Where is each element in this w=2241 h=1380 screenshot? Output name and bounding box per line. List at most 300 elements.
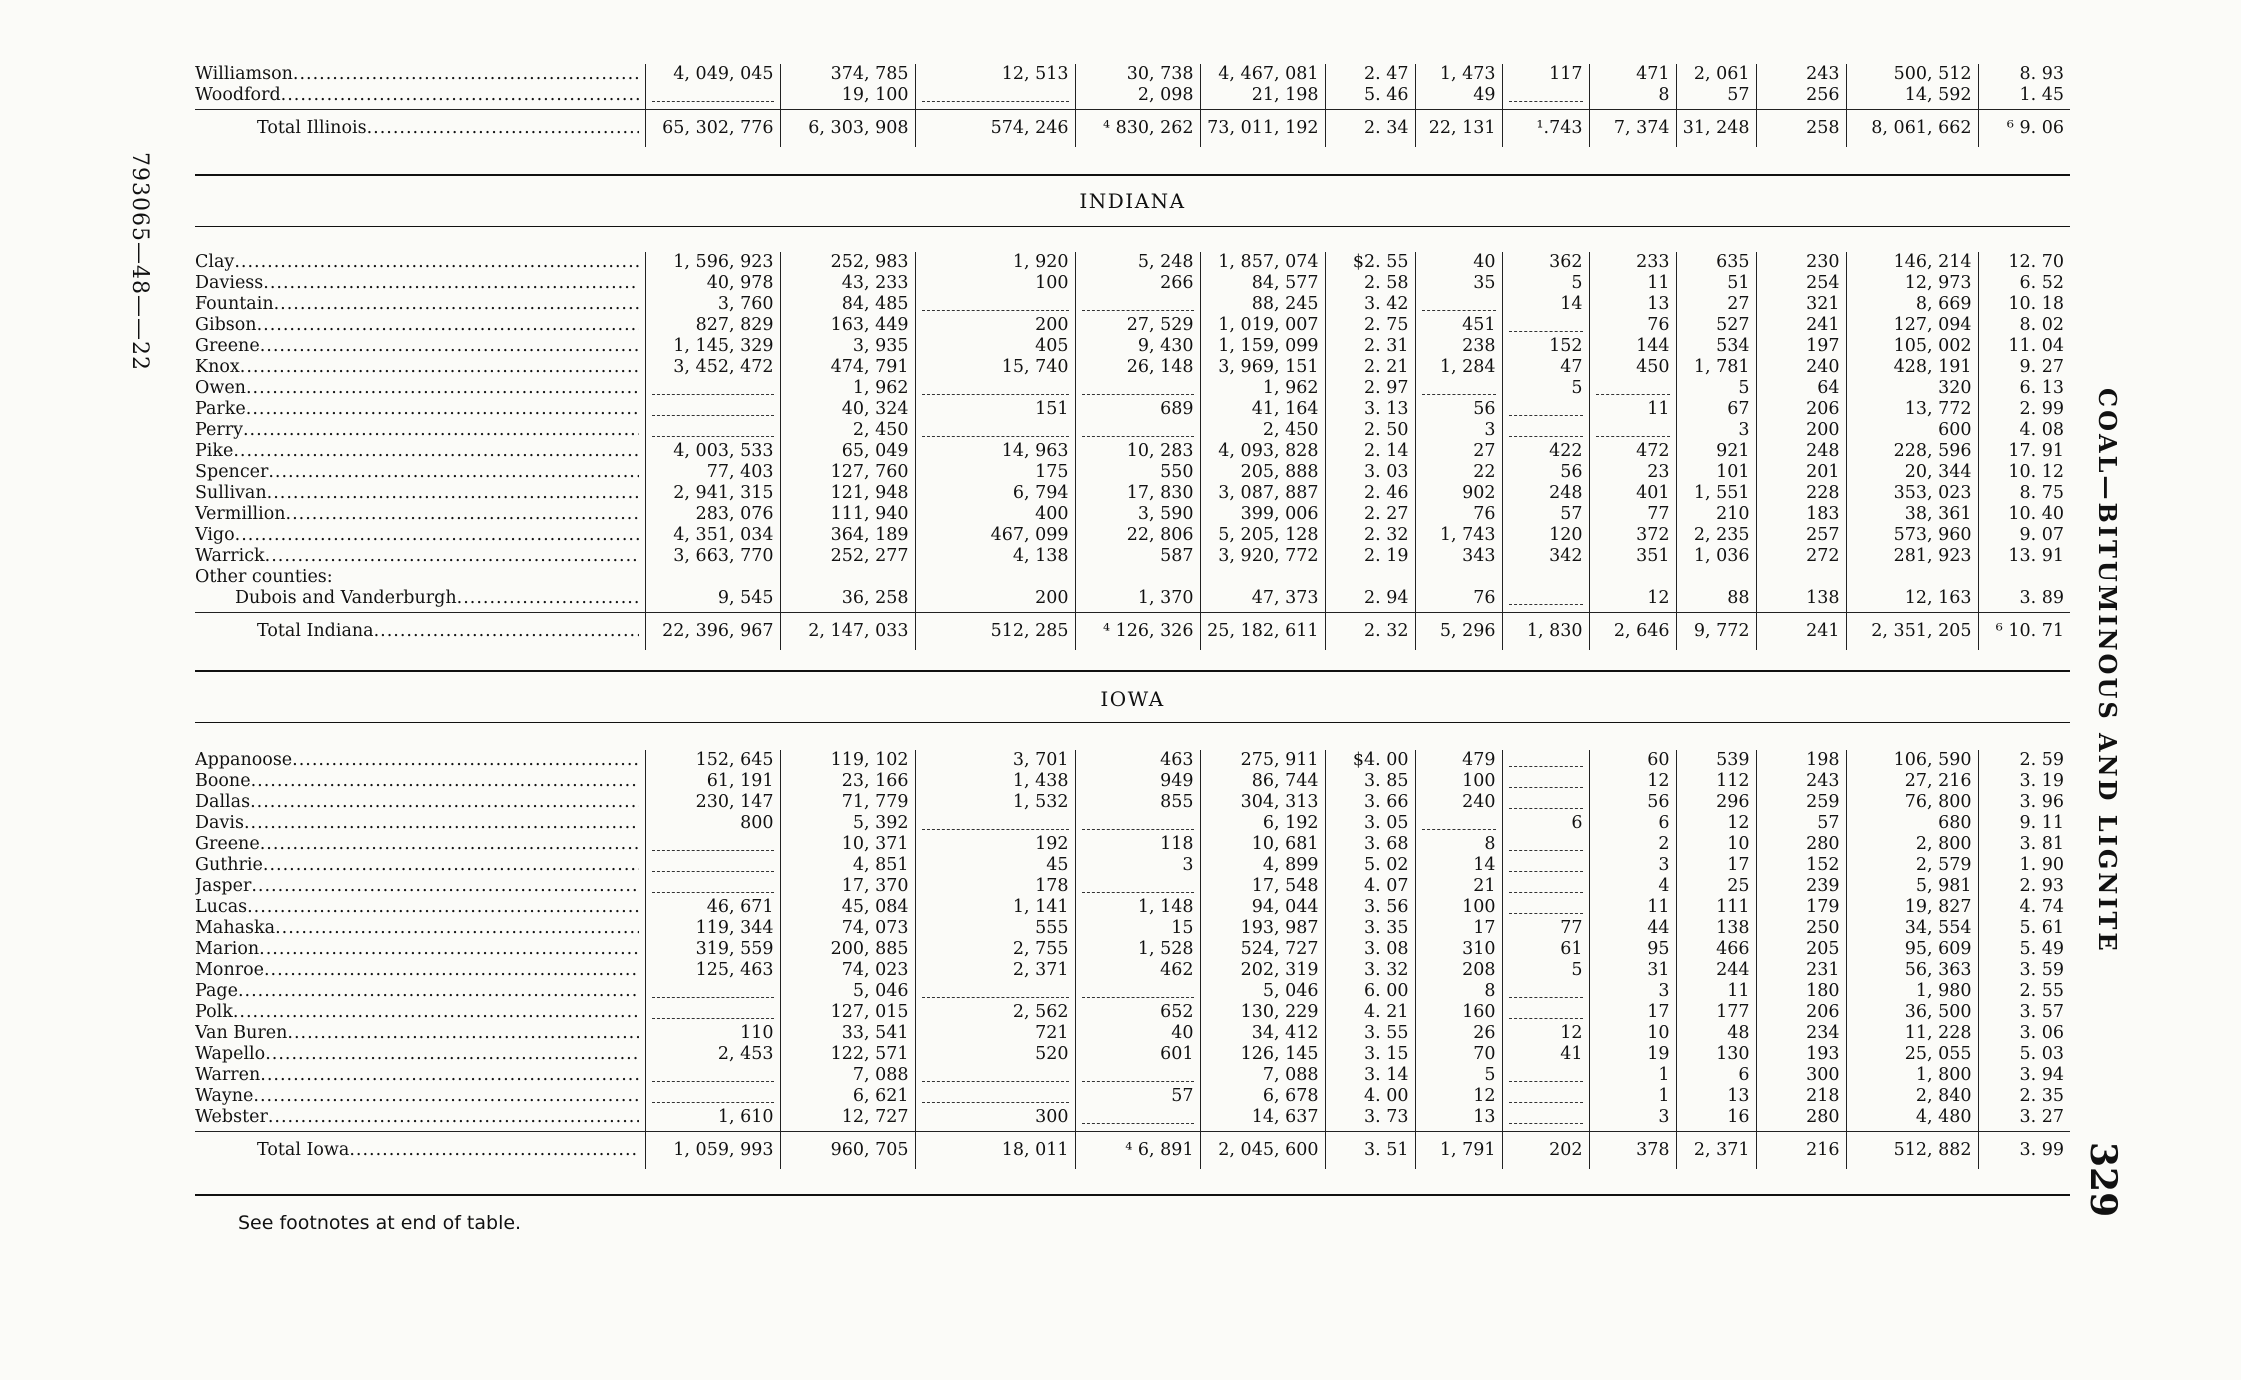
table-cell — [915, 981, 1075, 1002]
table-row — [195, 960, 2070, 981]
table-cell — [915, 1086, 1075, 1107]
table-cell: 56 — [1589, 792, 1676, 813]
table-cell: 6 — [1676, 1065, 1756, 1086]
table-cell: 5 — [1676, 378, 1756, 399]
table-cell: 17 — [1415, 918, 1502, 939]
table-cell: 178 — [915, 876, 1075, 897]
table-cell: 45, 084 — [780, 897, 915, 918]
table-cell: 77, 403 — [645, 462, 780, 483]
section-rule — [195, 1194, 2070, 1196]
table-cell: 40, 978 — [645, 273, 780, 294]
table-cell: 5, 248 — [1075, 252, 1200, 273]
table-cell — [1502, 1107, 1589, 1128]
county-name: Polk — [195, 1002, 233, 1022]
table-cell: 5. 03 — [2019, 1044, 2064, 1064]
table-cell: 119, 344 — [645, 918, 780, 939]
table-cell: 8, 061, 662 — [1846, 110, 1978, 148]
table-cell: 64 — [1756, 378, 1846, 399]
section-rule — [195, 226, 2070, 227]
table-cell: 36, 258 — [780, 588, 915, 609]
table-cell: 67 — [1676, 399, 1756, 420]
table-cell: 76 — [1415, 504, 1502, 525]
table-cell: 5, 296 — [1415, 613, 1502, 651]
county-name: Lucas — [195, 897, 248, 917]
table-cell: ⁴ 830, 262 — [1075, 110, 1200, 148]
table-cell: 3. 89 — [2019, 588, 2064, 608]
table-cell: 3. 56 — [1325, 897, 1415, 918]
table-cell: 1 — [1589, 1086, 1676, 1107]
table-cell: 10, 681 — [1200, 834, 1325, 855]
county-name: Gibson — [195, 315, 257, 335]
section-rule — [195, 174, 2070, 176]
table-cell: 198 — [1756, 750, 1846, 771]
table-cell: 3. 81 — [2019, 834, 2064, 854]
table-cell: 8 — [1589, 85, 1676, 106]
table-cell: 2. 50 — [1325, 420, 1415, 441]
county-name: Vermillion — [195, 504, 286, 524]
table-cell: 10. 12 — [2008, 462, 2064, 482]
table-cell: 228, 596 — [1846, 441, 1978, 462]
table-row — [195, 399, 2070, 420]
table-cell: 5, 392 — [780, 813, 915, 834]
table-cell: ⁶ 9. 06 — [2006, 118, 2064, 138]
table-row — [195, 1023, 2070, 1044]
table-cell: 3. 66 — [1325, 792, 1415, 813]
illinois-table — [195, 64, 2070, 147]
table-cell: 555 — [915, 918, 1075, 939]
table-cell: 13, 772 — [1846, 399, 1978, 420]
table-cell: 5, 046 — [1200, 981, 1325, 1002]
table-cell: 2, 646 — [1589, 613, 1676, 651]
table-cell: 17, 548 — [1200, 876, 1325, 897]
table-cell — [645, 399, 780, 420]
table-cell: 210 — [1676, 504, 1756, 525]
table-cell: 283, 076 — [645, 504, 780, 525]
table-cell: 2. 21 — [1325, 357, 1415, 378]
table-cell: 1. 45 — [2019, 85, 2064, 105]
table-cell: 117 — [1502, 64, 1589, 85]
table-cell: 11. 04 — [2008, 336, 2064, 356]
table-cell: 1, 284 — [1415, 357, 1502, 378]
table-row — [195, 315, 2070, 336]
table-cell: 4, 467, 081 — [1200, 64, 1325, 85]
county-name: Owen — [195, 378, 246, 398]
table-cell: 4, 351, 034 — [645, 525, 780, 546]
table-row — [195, 252, 2070, 273]
table-cell: 1, 145, 329 — [645, 336, 780, 357]
table-cell: 4, 480 — [1846, 1107, 1978, 1128]
iowa-table — [195, 750, 2070, 1169]
table-cell: 56 — [1502, 462, 1589, 483]
table-cell: 10 — [1589, 1023, 1676, 1044]
table-cell: 43, 233 — [780, 273, 915, 294]
table-cell: 14 — [1502, 294, 1589, 315]
table-cell: 248 — [1756, 441, 1846, 462]
county-name: Jasper — [195, 876, 252, 896]
table-cell: 466 — [1676, 939, 1756, 960]
table-row — [195, 64, 2070, 85]
table-cell: 47, 373 — [1200, 588, 1325, 609]
table-cell: 152 — [1502, 336, 1589, 357]
table-cell — [645, 378, 780, 399]
table-cell: 3, 590 — [1075, 504, 1200, 525]
table-cell: 44 — [1589, 918, 1676, 939]
table-cell: 252, 277 — [780, 546, 915, 567]
table-cell: 26 — [1415, 1023, 1502, 1044]
table-cell: 800 — [645, 813, 780, 834]
table-cell: 520 — [915, 1044, 1075, 1065]
table-cell: 4, 049, 045 — [645, 64, 780, 85]
table-row — [195, 613, 2070, 651]
table-cell: 689 — [1075, 399, 1200, 420]
county-name: Knox — [195, 357, 240, 377]
table-cell: 3, 935 — [780, 336, 915, 357]
table-cell: 2, 562 — [915, 1002, 1075, 1023]
table-cell: 3 — [1415, 420, 1502, 441]
table-cell: 3, 087, 887 — [1200, 483, 1325, 504]
table-cell: 3, 663, 770 — [645, 546, 780, 567]
table-cell: 127, 760 — [780, 462, 915, 483]
table-cell: 7, 088 — [780, 1065, 915, 1086]
table-cell: 146, 214 — [1846, 252, 1978, 273]
table-cell — [1589, 420, 1676, 441]
table-cell: 3. 85 — [1325, 771, 1415, 792]
table-cell: 33, 541 — [780, 1023, 915, 1044]
table-cell: 280 — [1756, 834, 1846, 855]
table-cell: 2, 045, 600 — [1200, 1132, 1325, 1170]
table-row — [195, 294, 2070, 315]
table-cell — [1502, 792, 1589, 813]
table-cell — [1415, 294, 1502, 315]
table-cell: 1 — [1589, 1065, 1676, 1086]
table-cell: 827, 829 — [645, 315, 780, 336]
table-cell: 57 — [1676, 85, 1756, 106]
table-row — [195, 110, 2070, 148]
table-cell: 130 — [1676, 1044, 1756, 1065]
table-cell: 230 — [1756, 252, 1846, 273]
table-cell: 127, 094 — [1846, 315, 1978, 336]
table-cell: 652 — [1075, 1002, 1200, 1023]
table-cell: 218 — [1756, 1086, 1846, 1107]
table-cell: 119, 102 — [780, 750, 915, 771]
table-cell: 3, 760 — [645, 294, 780, 315]
table-cell: 3. 14 — [1325, 1065, 1415, 1086]
table-cell: 86, 744 — [1200, 771, 1325, 792]
table-cell: 40 — [1075, 1023, 1200, 1044]
table-cell: 960, 705 — [780, 1132, 915, 1170]
table-cell — [645, 834, 780, 855]
table-cell: 5. 61 — [2019, 918, 2064, 938]
table-cell: 41, 164 — [1200, 399, 1325, 420]
county-name: Dubois and Vanderburgh — [235, 588, 457, 608]
table-cell: 3. 42 — [1325, 294, 1415, 315]
table-cell: 1, 159, 099 — [1200, 336, 1325, 357]
table-cell: 106, 590 — [1846, 750, 1978, 771]
table-cell: 5 — [1502, 273, 1589, 294]
table-cell — [1502, 1065, 1589, 1086]
table-cell — [1075, 420, 1200, 441]
table-cell: 205 — [1756, 939, 1846, 960]
table-cell: 471 — [1589, 64, 1676, 85]
table-cell: 12 — [1589, 771, 1676, 792]
table-cell — [645, 981, 780, 1002]
table-cell: 250 — [1756, 918, 1846, 939]
county-name: Boone — [195, 771, 251, 791]
table-cell: 13. 91 — [2008, 546, 2064, 566]
table-cell: 5, 205, 128 — [1200, 525, 1325, 546]
table-cell: ⁴ 126, 326 — [1075, 613, 1200, 651]
table-cell — [915, 420, 1075, 441]
table-cell: 239 — [1756, 876, 1846, 897]
table-cell: 10. 18 — [2008, 294, 2064, 314]
table-cell: 205, 888 — [1200, 462, 1325, 483]
table-row — [195, 939, 2070, 960]
table-cell: 27, 216 — [1846, 771, 1978, 792]
table-cell — [1502, 771, 1589, 792]
table-cell: 243 — [1756, 771, 1846, 792]
table-cell: 230, 147 — [645, 792, 780, 813]
table-cell: 118 — [1075, 834, 1200, 855]
table-cell: 4. 21 — [1325, 1002, 1415, 1023]
page-margin-code: 793065—48——22 — [127, 152, 152, 371]
table-cell: 126, 145 — [1200, 1044, 1325, 1065]
group-label: Other counties: — [195, 567, 645, 588]
table-cell: 2. 93 — [2019, 876, 2064, 896]
table-cell: 7, 374 — [1589, 110, 1676, 148]
table-cell: 534 — [1676, 336, 1756, 357]
table-cell — [1502, 315, 1589, 336]
table-cell: 10, 283 — [1075, 441, 1200, 462]
table-cell: 25 — [1676, 876, 1756, 897]
county-name: Van Buren — [195, 1023, 288, 1043]
table-cell — [645, 1086, 780, 1107]
table-cell: 5. 02 — [1325, 855, 1415, 876]
table-row — [195, 1044, 2070, 1065]
table-cell — [1502, 1086, 1589, 1107]
county-name: Fountain — [195, 294, 274, 314]
table-row — [195, 504, 2070, 525]
table-cell: 635 — [1676, 252, 1756, 273]
table-cell: 527 — [1676, 315, 1756, 336]
county-name: Warrick — [195, 546, 265, 566]
table-cell: ¹.743 — [1502, 110, 1589, 148]
table-cell: 14, 637 — [1200, 1107, 1325, 1128]
table-cell: 248 — [1502, 483, 1589, 504]
table-cell — [1075, 981, 1200, 1002]
table-cell: 26, 148 — [1075, 357, 1200, 378]
table-cell: 3. 08 — [1325, 939, 1415, 960]
table-cell: 512, 882 — [1846, 1132, 1978, 1170]
table-cell: 22 — [1415, 462, 1502, 483]
table-cell: 2 — [1589, 834, 1676, 855]
table-cell: 15, 740 — [915, 357, 1075, 378]
table-cell: 3. 15 — [1325, 1044, 1415, 1065]
table-cell: 6, 192 — [1200, 813, 1325, 834]
table-cell: 74, 023 — [780, 960, 915, 981]
table-cell: 3. 96 — [2019, 792, 2064, 812]
table-cell — [1502, 750, 1589, 771]
table-cell: 2. 58 — [1325, 273, 1415, 294]
table-cell: 11 — [1676, 981, 1756, 1002]
table-cell — [1075, 294, 1200, 315]
table-cell — [1075, 813, 1200, 834]
table-cell: 6, 621 — [780, 1086, 915, 1107]
table-cell: 21, 198 — [1200, 85, 1325, 106]
table-cell: 183 — [1756, 504, 1846, 525]
county-name: Parke — [195, 399, 246, 419]
table-cell: 319, 559 — [645, 939, 780, 960]
table-cell — [645, 420, 780, 441]
table-cell: 10 — [1676, 834, 1756, 855]
table-cell: 9. 27 — [2019, 357, 2064, 377]
table-cell: 1, 532 — [915, 792, 1075, 813]
table-cell: 3. 06 — [2019, 1023, 2064, 1043]
footnote: See footnotes at end of table. — [238, 1212, 522, 1234]
county-name: Wapello — [195, 1044, 266, 1064]
table-cell: 321 — [1756, 294, 1846, 315]
county-name: Monroe — [195, 960, 264, 980]
table-cell: 600 — [1846, 420, 1978, 441]
table-cell: 31 — [1589, 960, 1676, 981]
table-cell: 216 — [1756, 1132, 1846, 1170]
table-cell: 1, 743 — [1415, 525, 1502, 546]
table-cell — [1502, 981, 1589, 1002]
table-cell: 233 — [1589, 252, 1676, 273]
table-cell: 12, 163 — [1846, 588, 1978, 609]
table-cell: 280 — [1756, 1107, 1846, 1128]
table-cell: 12 — [1415, 1086, 1502, 1107]
table-cell: 7, 088 — [1200, 1065, 1325, 1086]
table-cell: 70 — [1415, 1044, 1502, 1065]
table-row — [195, 792, 2070, 813]
table-cell: 6, 678 — [1200, 1086, 1325, 1107]
table-cell: 76 — [1589, 315, 1676, 336]
table-cell: 9. 11 — [2019, 813, 2064, 833]
table-cell: 38, 361 — [1846, 504, 1978, 525]
table-cell: 144 — [1589, 336, 1676, 357]
table-row — [195, 483, 2070, 504]
table-cell: 2. 32 — [1325, 525, 1415, 546]
table-cell — [1502, 876, 1589, 897]
table-cell: 208 — [1415, 960, 1502, 981]
table-cell: 34, 412 — [1200, 1023, 1325, 1044]
table-cell: 6. 52 — [2019, 273, 2064, 293]
table-cell: 57 — [1075, 1086, 1200, 1107]
table-cell: 364, 189 — [780, 525, 915, 546]
table-cell: 2. 31 — [1325, 336, 1415, 357]
table-cell: 1, 980 — [1846, 981, 1978, 1002]
table-cell: 275, 911 — [1200, 750, 1325, 771]
table-cell: 1, 370 — [1075, 588, 1200, 609]
table-cell: 41 — [1502, 1044, 1589, 1065]
county-name: Vigo — [195, 525, 235, 545]
county-name: Greene — [195, 336, 260, 356]
table-cell: 256 — [1756, 85, 1846, 106]
county-name: Clay — [195, 252, 235, 272]
table-cell: 257 — [1756, 525, 1846, 546]
table-cell — [645, 855, 780, 876]
table-cell: 539 — [1676, 750, 1756, 771]
table-cell: 111 — [1676, 897, 1756, 918]
table-cell: 902 — [1415, 483, 1502, 504]
table-cell: 13 — [1676, 1086, 1756, 1107]
table-cell: 3. 99 — [2019, 1140, 2064, 1160]
table-cell: 16 — [1676, 1107, 1756, 1128]
table-cell: 3. 19 — [2019, 771, 2064, 791]
table-cell — [1502, 399, 1589, 420]
table-cell: 3. 03 — [1325, 462, 1415, 483]
table-cell: 374, 785 — [780, 64, 915, 85]
table-cell: 238 — [1415, 336, 1502, 357]
table-cell: 1, 791 — [1415, 1132, 1502, 1170]
table-cell: 12, 513 — [915, 64, 1075, 85]
table-cell — [915, 85, 1075, 106]
table-cell: 9, 772 — [1676, 613, 1756, 651]
table-cell: 48 — [1676, 1023, 1756, 1044]
table-row — [195, 1065, 2070, 1086]
iowa-title: IOWA — [1100, 687, 1165, 711]
table-cell: 179 — [1756, 897, 1846, 918]
table-cell: 23, 166 — [780, 771, 915, 792]
county-name: Woodford — [195, 85, 281, 105]
table-cell: 160 — [1415, 1002, 1502, 1023]
table-cell: 130, 229 — [1200, 1002, 1325, 1023]
county-name: Spencer — [195, 462, 269, 482]
table-cell: 2, 371 — [915, 960, 1075, 981]
table-cell: 57 — [1502, 504, 1589, 525]
table-cell: 1, 019, 007 — [1200, 315, 1325, 336]
table-cell: 11 — [1589, 273, 1676, 294]
table-cell: 61 — [1502, 939, 1589, 960]
county-name: Sullivan — [195, 483, 267, 503]
table-cell — [1502, 420, 1589, 441]
table-cell: 25, 055 — [1846, 1044, 1978, 1065]
table-cell: 1. 90 — [2019, 855, 2064, 875]
table-cell: 4, 093, 828 — [1200, 441, 1325, 462]
table-row — [195, 420, 2070, 441]
table-cell: 1, 830 — [1502, 613, 1589, 651]
table-cell: 5. 49 — [2019, 939, 2064, 959]
table-cell: 177 — [1676, 1002, 1756, 1023]
table-cell — [1502, 855, 1589, 876]
table-cell: 74, 073 — [780, 918, 915, 939]
table-cell: 197 — [1756, 336, 1846, 357]
table-cell: 18, 011 — [915, 1132, 1075, 1170]
table-cell: 8. 93 — [2019, 64, 2064, 84]
table-cell: 921 — [1676, 441, 1756, 462]
table-cell: 240 — [1756, 357, 1846, 378]
county-name: Dallas — [195, 792, 251, 812]
county-name: Appanoose — [195, 750, 293, 770]
table-cell: 193, 987 — [1200, 918, 1325, 939]
table-cell: 14, 963 — [915, 441, 1075, 462]
table-cell: 2, 755 — [915, 939, 1075, 960]
table-cell: 25, 182, 611 — [1200, 613, 1325, 651]
table-cell: 21 — [1415, 876, 1502, 897]
table-cell — [1075, 1065, 1200, 1086]
table-cell: 4 — [1589, 876, 1676, 897]
table-cell: 9, 430 — [1075, 336, 1200, 357]
table-cell: 49 — [1415, 85, 1502, 106]
table-cell: 206 — [1756, 1002, 1846, 1023]
table-row — [195, 1132, 2070, 1170]
table-cell: 19 — [1589, 1044, 1676, 1065]
table-cell — [645, 1002, 780, 1023]
table-cell: 2. 47 — [1325, 64, 1415, 85]
table-cell — [1502, 1002, 1589, 1023]
table-cell: 3, 452, 472 — [645, 357, 780, 378]
table-cell: 587 — [1075, 546, 1200, 567]
